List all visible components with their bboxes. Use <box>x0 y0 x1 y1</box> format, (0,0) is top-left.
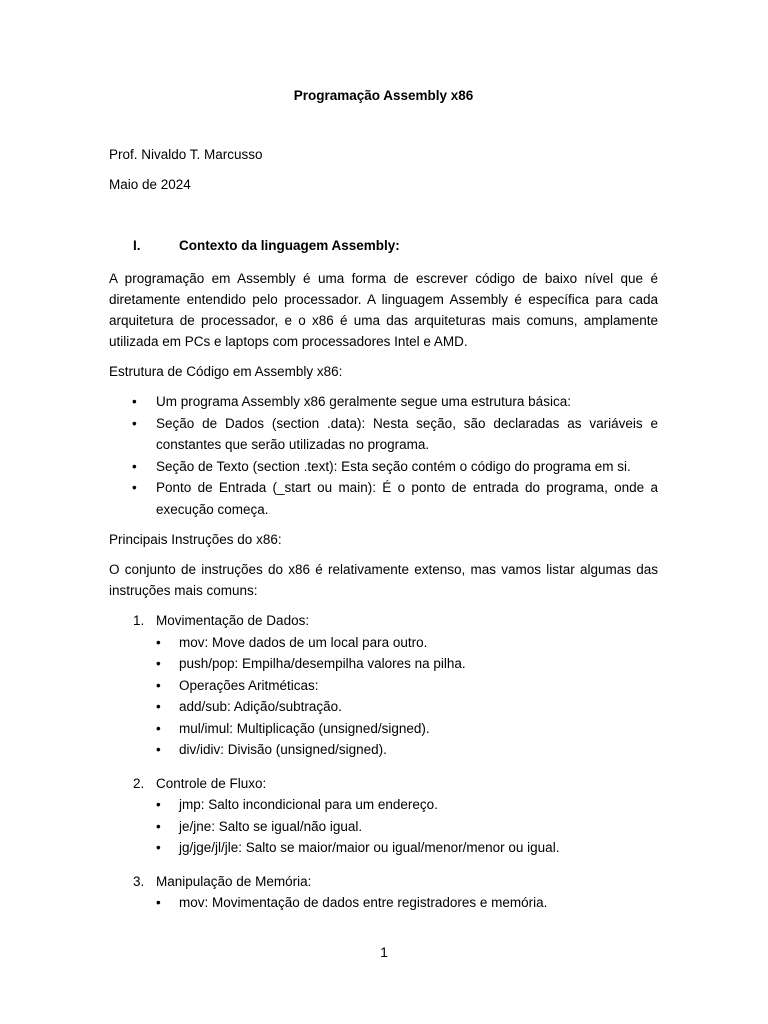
group-memory <box>109 871 658 914</box>
list-item <box>156 632 658 654</box>
group-title: Manipulação de Memória: <box>156 873 312 889</box>
instruction-groups <box>109 610 658 914</box>
page-number: 1 <box>380 944 388 960</box>
list-item-text: Operações Aritméticas: <box>179 677 319 693</box>
list-item <box>156 837 658 859</box>
list-item <box>109 391 658 413</box>
list-item-text: je/jne: Salto se igual/não igual. <box>179 818 363 834</box>
group-items <box>156 892 658 914</box>
bullet-icon: • <box>156 699 161 714</box>
list-item <box>109 413 658 456</box>
bullet-icon: • <box>156 840 161 855</box>
list-item-text: jg/jge/jl/jle: Salto se maior/maior ou igual/menor/menor ou igual. <box>179 840 560 855</box>
list-item-text: Um programa Assembly x86 geralmente segue uma estrutura básica: <box>156 394 571 409</box>
section-number: I. <box>133 238 141 253</box>
list-item-text: Seção de Dados (section .data): Nesta seção, são declaradas as variáveis e constantes que serão utilizadas no programa. <box>156 415 658 452</box>
list-item-text: Seção de Texto (section .text): Esta seção contém o código do programa em si. <box>156 458 631 474</box>
list-item <box>156 816 658 838</box>
list-item <box>156 794 658 816</box>
author-line: Prof. Nivaldo T. Marcusso <box>109 147 263 162</box>
list-item <box>156 696 658 718</box>
group-data-movement <box>109 610 658 761</box>
list-item <box>156 739 658 761</box>
group-items <box>156 632 658 761</box>
bullet-icon: • <box>156 742 161 757</box>
list-item-text: mov: Move dados de um local para outro. <box>179 634 428 650</box>
bullet-icon: • <box>156 677 161 693</box>
group-title: Movimentação de Dados: <box>156 613 310 628</box>
structure-heading: Estrutura de Código em Assembly x86: <box>109 364 343 379</box>
list-item-text: div/idiv: Divisão (unsigned/signed). <box>179 742 387 757</box>
list-item-text: mul/imul: Multiplicação (unsigned/signed). <box>179 720 430 736</box>
group-flow-control <box>109 773 658 859</box>
list-item <box>109 477 658 520</box>
group-number: 2. <box>133 775 145 791</box>
bullet-icon: • <box>132 458 137 474</box>
list-item <box>156 675 658 697</box>
bullet-icon: • <box>156 818 161 834</box>
bullet-icon: • <box>132 480 137 495</box>
bullet-icon: • <box>132 394 137 409</box>
bullet-icon: • <box>132 415 137 431</box>
list-item-text: add/sub: Adição/subtração. <box>179 699 342 714</box>
list-item <box>156 892 658 914</box>
instructions-heading: Principais Instruções do x86: <box>109 532 282 547</box>
bullet-icon: • <box>156 895 161 910</box>
group-items <box>156 794 658 859</box>
list-item-text: mov: Movimentação de dados entre registradores e memória. <box>179 895 548 910</box>
list-item-text: push/pop: Empilha/desempilha valores na pilha. <box>179 656 466 671</box>
bullet-icon: • <box>156 797 161 812</box>
bullet-icon: • <box>156 634 161 650</box>
bullet-icon: • <box>156 720 161 736</box>
group-number: 3. <box>133 873 145 889</box>
group-title: Controle de Fluxo: <box>156 775 267 791</box>
date-line: Maio de 2024 <box>109 177 191 192</box>
group-number: 1. <box>133 613 145 628</box>
intro-paragraph: A programação em Assembly é uma forma de escrever código de baixo nível que é diretamente entendido pelo processador. A linguagem Assembly é específica para cada arquitetura de processador, e o x86 é uma das arquiteturas mais comuns, amplamente utilizada em PCs e laptops com processadores Intel e AMD. <box>109 271 658 349</box>
list-item-text: Ponto de Entrada (_start ou main): É o ponto de entrada do programa, onde a execução começa. <box>156 480 658 517</box>
body-flow <box>109 268 658 926</box>
instructions-intro: O conjunto de instruções do x86 é relativamente extenso, mas vamos listar algumas das instruções mais comuns: <box>109 562 658 598</box>
list-item <box>109 456 658 478</box>
bullet-icon: • <box>156 656 161 671</box>
list-item <box>156 653 658 675</box>
list-item <box>156 718 658 740</box>
list-item-text: jmp: Salto incondicional para um endereço. <box>179 797 438 812</box>
section-title: Contexto da linguagem Assembly: <box>179 238 400 253</box>
structure-list <box>109 391 658 520</box>
document-title: Programação Assembly x86 <box>293 88 474 103</box>
